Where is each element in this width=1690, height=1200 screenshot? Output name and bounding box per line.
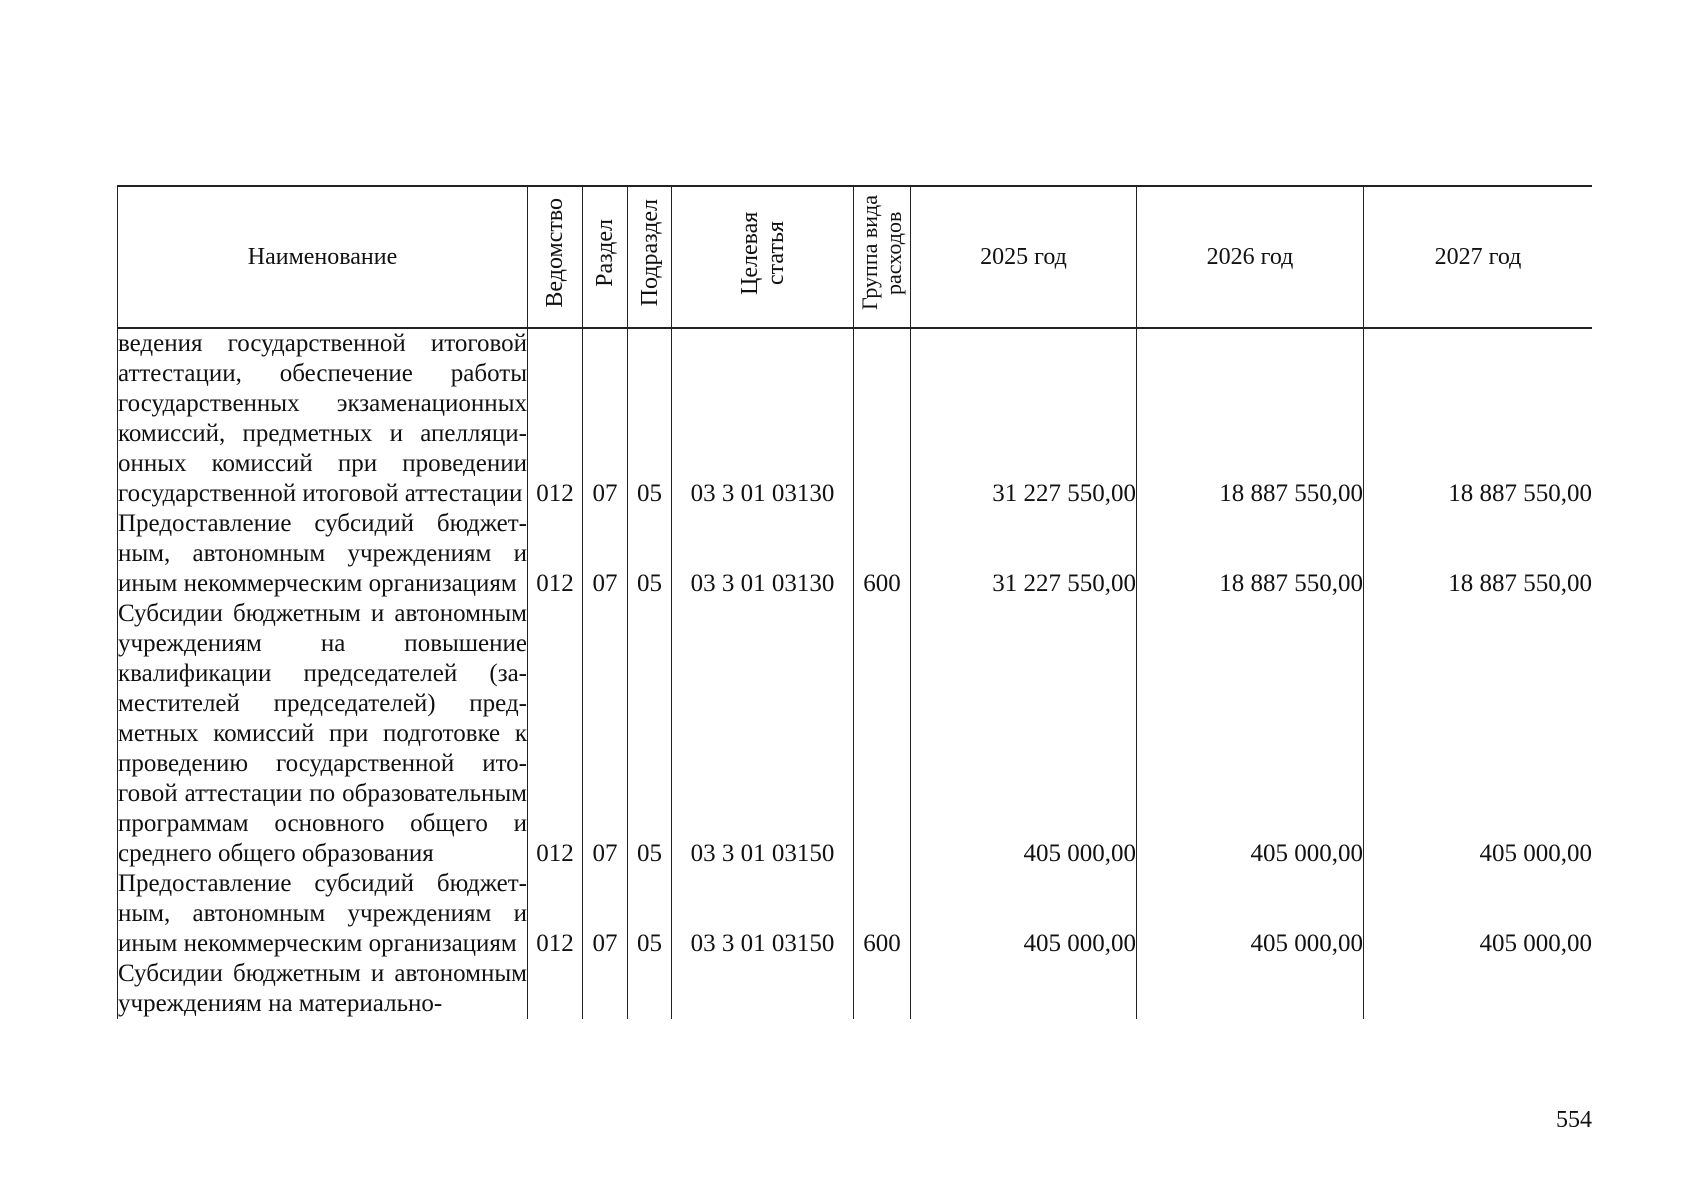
row-subsection: 05 <box>628 509 672 599</box>
row-amount-2026: 18 887 550,00 <box>1137 509 1364 599</box>
row-amount-2027: 18 887 550,00 <box>1364 509 1593 599</box>
row-expense-group: 600 <box>854 869 911 959</box>
header-year-2025: 2025 год <box>911 186 1137 328</box>
row-department: 012 <box>528 328 583 509</box>
row-name: Субсидии бюджетным и автономным учреждениям на материально- <box>118 960 527 1017</box>
row-expense-group <box>854 599 911 869</box>
row-section: 07 <box>583 328 628 509</box>
row-target-article: 03 3 01 03150 <box>672 599 854 869</box>
row-amount-2026: 405 000,00 <box>1137 869 1364 959</box>
row-amount-2027: 18 887 550,00 <box>1364 328 1593 509</box>
row-name: Предоставление субсидий бюджетным, автономным учреждениям и иным некоммерческим организациям <box>118 510 527 597</box>
row-expense-group <box>854 959 911 1019</box>
row-department: 012 <box>528 869 583 959</box>
page-number: 554 <box>1556 1107 1592 1133</box>
row-expense-group: 600 <box>854 509 911 599</box>
row-name: Субсидии бюджетным и автономным учреждениям на повышение квалификации председателей (заместителей председателей) предметных комиссий при подготовке к проведению государственной итоговой аттестации по образовательным программам основного общего и среднего общего образования <box>118 600 527 867</box>
header-year-2026: 2026 год <box>1137 186 1364 328</box>
row-target-article: 03 3 01 03130 <box>672 328 854 509</box>
table-row <box>118 599 1593 869</box>
row-amount-2027: 405 000,00 <box>1364 599 1593 869</box>
row-target-article: 03 3 01 03130 <box>672 509 854 599</box>
row-subsection: 05 <box>628 328 672 509</box>
header-subsection: Подраздел <box>628 186 672 328</box>
row-amount-2027 <box>1364 959 1593 1019</box>
row-target-article <box>672 959 854 1019</box>
header-section: Раздел <box>583 186 628 328</box>
budget-table-sheet <box>117 185 1592 1105</box>
row-department <box>528 959 583 1019</box>
row-name: Предоставление субсидий бюджетным, автономным учреждениям и иным некоммерческим организациям <box>118 870 527 957</box>
row-amount-2026: 405 000,00 <box>1137 599 1364 869</box>
row-subsection <box>628 959 672 1019</box>
row-amount-2025: 405 000,00 <box>911 869 1137 959</box>
row-amount-2025 <box>911 959 1137 1019</box>
row-section <box>583 959 628 1019</box>
row-subsection: 05 <box>628 869 672 959</box>
header-name: Наименование <box>118 186 528 328</box>
table-row <box>118 509 1593 599</box>
table-row <box>118 869 1593 959</box>
row-subsection: 05 <box>628 599 672 869</box>
header-department: Ведомство <box>528 186 583 328</box>
row-amount-2026: 18 887 550,00 <box>1137 328 1364 509</box>
row-section: 07 <box>583 509 628 599</box>
header-year-2027: 2027 год <box>1364 186 1593 328</box>
table-row <box>118 959 1593 1019</box>
row-expense-group <box>854 328 911 509</box>
table-row <box>118 328 1593 509</box>
row-department: 012 <box>528 509 583 599</box>
row-amount-2025: 31 227 550,00 <box>911 328 1137 509</box>
budget-table <box>117 185 1592 1019</box>
header-expense-group: Группа вида расходов <box>854 186 911 328</box>
row-amount-2027: 405 000,00 <box>1364 869 1593 959</box>
row-section: 07 <box>583 599 628 869</box>
row-amount-2025: 405 000,00 <box>911 599 1137 869</box>
row-target-article: 03 3 01 03150 <box>672 869 854 959</box>
row-section: 07 <box>583 869 628 959</box>
header-row <box>118 186 1593 328</box>
header-target-article: Целевая статья <box>672 186 854 328</box>
row-name: ведения государственной итоговой аттестации, обеспечение работы государственных экзаменационных комиссий, предметных и апелляционных комиссий при проведении государственной итоговой аттестации <box>118 330 527 507</box>
row-department: 012 <box>528 599 583 869</box>
row-amount-2026 <box>1137 959 1364 1019</box>
row-amount-2025: 31 227 550,00 <box>911 509 1137 599</box>
